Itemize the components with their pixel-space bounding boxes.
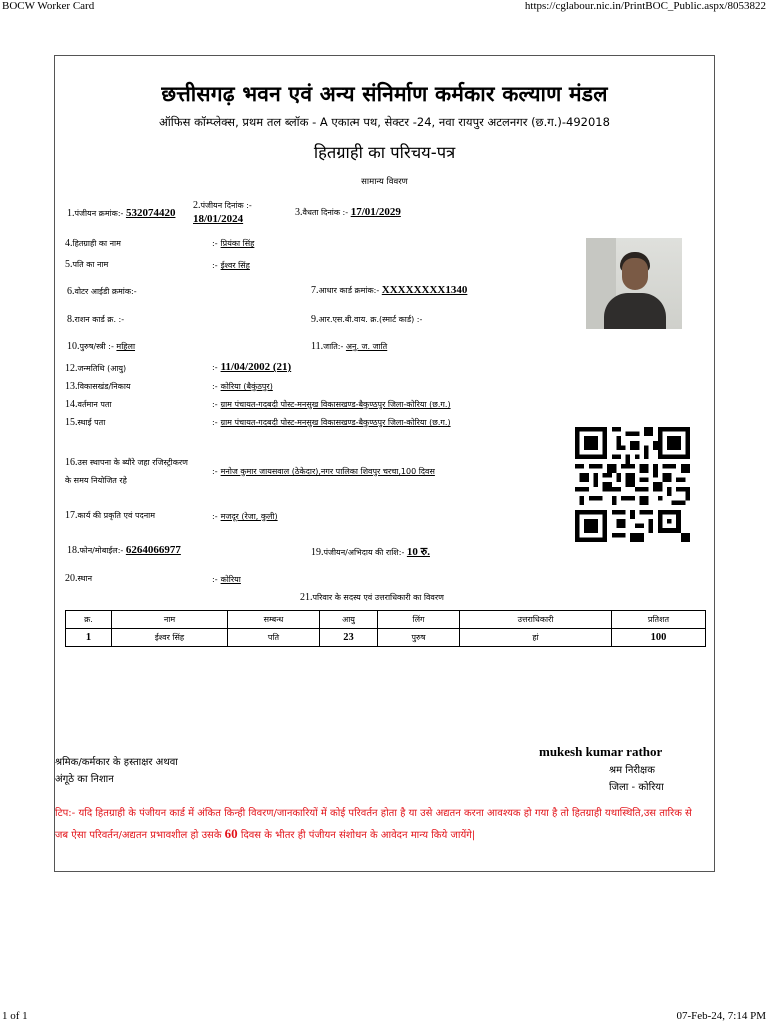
field-name-label: 4.हितग्राही का नाम <box>65 238 121 249</box>
field-voter: 6.वोटर आईडी क्रमांक:- <box>67 286 137 297</box>
family-table <box>65 610 706 647</box>
field-permanent-address-label: 15.स्थाई पता <box>65 417 106 428</box>
field-gender: 10.पुरुष/स्त्री :- महिला <box>67 341 136 352</box>
field-phone: 18.फोन/मोबाईल:- 6264066977 <box>67 544 181 556</box>
field-block-label: 13.विकासखंड/निकाय <box>65 381 131 392</box>
field-current-address-label: 14.वर्तमान पता <box>65 399 112 410</box>
table-row: 1 ईश्वर सिंह पति 23 पुरुष हां 100 <box>66 629 706 647</box>
print-url: https://cglabour.nic.in/PrintBOC_Public.aspx/8053822 <box>524 0 766 12</box>
page-count: 1 of 1 <box>2 1010 28 1022</box>
print-header <box>0 0 768 14</box>
field-permanent-address-value: :- ग्राम पंचायत-गदबदी पोस्ट-मनसुख विकासखण्ड-बैकुण्ठपुर जिला-कोरिया (छ.ग.) <box>212 418 451 427</box>
worker-card <box>54 55 715 872</box>
field-place-value: :- कोरिया <box>212 575 241 584</box>
field-employer-label: 16.उस स्थापना के ब्यौरे जहा रजिस्ट्रीकरण <box>65 457 188 468</box>
card-address: ऑफिस कॉम्प्लेक्स, प्रथम तल ब्लॉक - A एकात्म पथ, सेक्टर -24, नवा रायपुर अटलनगर (छ.ग.)-492018 <box>159 115 610 129</box>
worker-signature-block: श्रमिक/कर्मकार के हस्ताक्षर अथवा अंगूठे का निशान <box>55 757 178 785</box>
officer-name: mukesh kumar rathor <box>539 744 663 759</box>
family-table-header: क्र. नाम सम्बन्ध आयु लिंग उत्तराधिकारी प्रतिशत <box>66 611 706 629</box>
field-employer-label-2: के समय नियोजित रहे <box>65 476 127 485</box>
field-reg-no: 1.पंजीयन क्रमांक:- 532074420 <box>67 207 176 219</box>
field-work-label: 17.कार्य की प्रकृति एवं पदनाम <box>65 510 156 521</box>
field-name-value: :- प्रियंका सिंह <box>212 239 255 248</box>
field-reg-date-value: 18/01/2024 <box>193 213 244 225</box>
field-block-value: :- कोरिया (बैकुंठपुर) <box>212 382 273 391</box>
field-reg-date-label: 2.पंजीयन दिनांक :- <box>193 200 252 211</box>
field-work-value: :- मजदूर (रेजा, कुली) <box>212 512 278 521</box>
card-title: छत्तीसगढ़ भवन एवं अन्य संनिर्माण कर्मकार कल्याण मंडल <box>161 82 608 106</box>
field-validity: 3.वैधता दिनांक :- 17/01/2029 <box>295 206 401 218</box>
qr-code <box>571 427 694 542</box>
print-title: BOCW Worker Card <box>2 0 95 12</box>
field-current-address-value: :- ग्राम पंचायत-गदबदी पोस्ट-मनसुख विकासखण्ड-बैकुण्ठपुर जिला-कोरिया (छ.ग.) <box>212 400 451 409</box>
field-dob-label: 12.जन्मतिथि (आयु) <box>65 363 127 374</box>
field-place-label: 20.स्थान <box>65 573 93 584</box>
officer-district: जिला - कोरिया <box>609 782 664 793</box>
note-text: टिप:- यदि हितग्राही के पंजीयन कार्ड में अंकित किन्ही विवरण/जानकारियों में कोई परिवर्तन होता है या उसे अद्यतन करना आवश्यक हो गया है तो हितग्राही यथास्थिति,उस तारिक से जब ऐसा परिवर्तन/अद्यतन प्रभावशील हो उसके 60 दिवस के भीतर ही पंजीयन संशोधन के आवेदन मान्य किये जायेंगे| <box>55 808 692 841</box>
field-aadhaar: 7.आधार कार्ड क्रमांक:- XXXXXXXX1340 <box>311 284 468 296</box>
family-caption: 21.परिवार के सदस्य एवं उत्तराधिकारी का विवरण <box>300 592 444 603</box>
field-ration: 8.राशन कार्ड क्र. :- <box>67 314 125 325</box>
field-caste: 11.जाति:- अनु. ज. जाति <box>311 341 388 352</box>
field-employer-value: :- मनोज कुमार जायसवाल (ठेकेदार),नगर पालिका शिवपुर चरचा,100 दिवस <box>212 467 435 476</box>
reg-no-value: 532074420 <box>125 207 176 219</box>
print-footer <box>0 1010 768 1024</box>
card-subtitle: हितग्राही का परिचय-पत्र <box>313 143 456 162</box>
field-dob-value: :- 11/04/2002 (21) <box>212 361 292 373</box>
field-fee: 19.पंजीयन/अभिदाय की राशि:- 10 रु. <box>311 546 430 558</box>
section-title: सामान्य विवरण <box>361 177 408 187</box>
officer-designation: श्रम निरीक्षक <box>609 765 655 776</box>
field-rsby: 9.आर.एस.बी.वाय. क्र.(स्मार्ट कार्ड) :- <box>311 314 423 325</box>
field-husband-value: :- ईश्वर सिंह <box>212 261 250 270</box>
field-husband-label: 5.पति का नाम <box>65 259 109 270</box>
beneficiary-photo <box>586 238 682 329</box>
print-datetime: 07-Feb-24, 7:14 PM <box>676 1010 766 1022</box>
